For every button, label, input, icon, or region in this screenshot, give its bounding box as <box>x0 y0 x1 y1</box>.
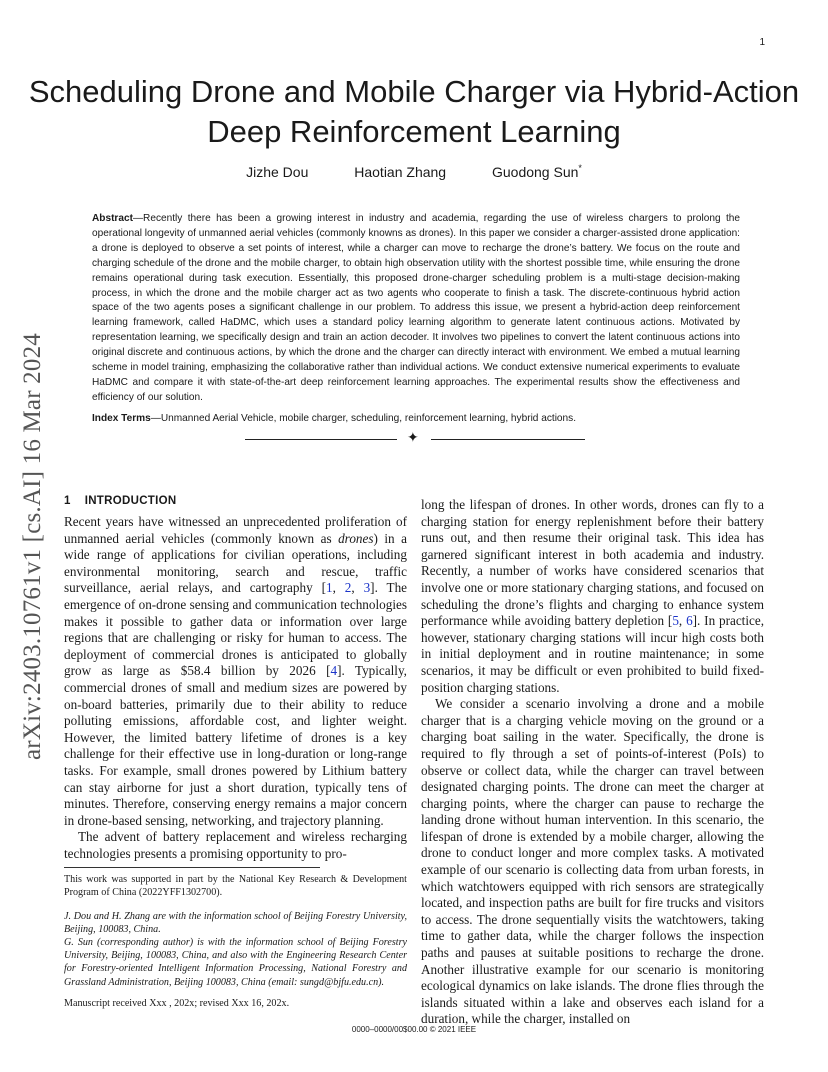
column-left <box>64 514 407 862</box>
paragraph: The advent of battery replacement and wireless recharging technologies presents a promising opportunity to pro- <box>64 829 407 861</box>
citation-link[interactable]: 6 <box>686 613 693 629</box>
section-separator <box>245 432 585 446</box>
citation-link[interactable]: 4 <box>330 663 338 679</box>
footnote-affiliation: G. Sun (corresponding author) is with the information school of Beijing Forestry University, Beijing, 100083, China, and also with the Engineering Research Center for Forestry-oriented Intelligent Information Processing, National Forestry and Grassland Administration, Beijing 100083, China (email: sungd@bjfu.edu.cn). <box>64 937 407 988</box>
corresponding-mark: * <box>578 163 582 173</box>
abstract-label: Abstract <box>92 213 133 224</box>
column-right <box>421 497 764 1028</box>
paper-title: Scheduling Drone and Mobile Charger via Hybrid-Action Deep Reinforcement Learning <box>28 74 800 149</box>
abstract-text: —Recently there has been a growing interest in industry and academia, regarding the use of wireless chargers to prolong the operational longevity of unmanned aerial vehicles (commonly knowns as drones). In this paper we consider a charger-assisted drone application: a drone is deployed to observe a set points of interest, while a charger can move to recharge the drone’s battery. We focus on the route and charging schedule of the drone and the mobile charger, to obtain high observation utility with the shortest possible time, while ensuring the drone remains operational during task execution. Essentially, this proposed drone-charger scheduling problem is a multi-stage decision-making process, in which the drone and the mobile charger act as two agents who cooperate to finish a task. The discrete-continuous hybrid action space of the two agents poses a significant challenge in our problem. To address this issue, we present a hybrid-action deep reinforcement learning framework, called HaDMC, which uses a standard policy learning algorithm to generate latent continuous actions. Motivated by representation learning, we specifically design and train an action decoder. It involves two pipelines to convert the latent continuous actions into original discrete and continuous actions, by which the drone and the charger can directly interact with environment. We embed a mutual learning scheme in model training, emphasizing the collaborative rather than individual actions. We conduct extensive numerical experiments to evaluate HaDMC and compare it with state-of-the-art deep reinforcement learning approaches. The experimental results show the effectiveness and efficiency of our solution. <box>92 213 740 403</box>
separator-line <box>431 439 585 440</box>
section-title: INTRODUCTION <box>84 495 177 507</box>
author: Guodong Sun* <box>491 163 582 180</box>
paragraph: We consider a scenario involving a drone and a mobile charger that is a charging vehicle moving on the ground or a charging boat sailing in the water. Specifically, the drone is required to fly through a set of points-of-interest (PoIs) to observe or collect data, while the charger can travel between designated charging points. The drone can meet the charger at charging points, where the charger can pause to recharge the landing drone without human intervention. In this scenario, the lifespan of drone is extended by a mobile charger, allowing the drone to conduct longer and more complex tasks. A motivated example of our scenario is collecting data from urban forests, in which watchtowers equipped with rich sensors are strategically located, and inspection paths are built for fire trucks and visitors to access. The drone sequentially visits the watchtowers, taking time to gather data, while the charger follows the inspection paths and pauses at suitable positions to recharge the drone. Another illustrative example for our scenario is monitoring ecological dynamics on lake islands. The drone flies through the islands situated within a lake and observes each island for a duration, while the charger, installed on <box>421 696 764 1027</box>
author: Jizhe Dou <box>246 163 309 180</box>
author-list <box>0 163 828 180</box>
separator-diamond-icon: ✦ <box>407 431 419 446</box>
author: Haotian Zhang <box>354 163 447 180</box>
copyright-footer: 0000–0000/00$00.00 © 2021 IEEE <box>351 1025 477 1034</box>
citation-link[interactable]: 2 <box>344 580 352 596</box>
index-terms <box>92 412 740 426</box>
paragraph: Recent years have witnessed an unprecedented proliferation of unmanned aerial vehicles (commonly known as drones) in a wide range of applications for civilian operations, including environmental monitoring, search and rescue, traffic surveillance, aerial relays, and cartography [1, 2, 3]. The emergence of on-drone sensing and communication technologies makes it possible to gather data or information over large regions that are challenging or risky for human to access. The deployment of commercial drones is anticipated to globally grow as large as $58.4 billion by 2026 [4]. Typically, commercial drones of small and medium sizes are powered by on-board batteries, primarily due to their ability to reduce polluting emissions, affordable cost, and lighter weight. However, the limited battery lifetime of drones is a key challenge for their effective use in long-duration or long-range tasks. For example, small drones powered by Lithium battery can stay airborne for just a short duration, typically tens of minutes. Therefore, conserving energy remains a major concern in drone-based sensing, networking, and trajectory planning. <box>64 514 408 828</box>
footnote-manuscript: Manuscript received Xxx , 202x; revised Xxx 16, 202x. <box>64 998 290 1009</box>
section-number: 1 <box>64 495 71 507</box>
citation-link[interactable]: 3 <box>363 580 371 596</box>
footnote-funding: This work was supported in part by the National Key Research & Development Program of China (2022YFF1302700). <box>64 874 407 899</box>
arxiv-stamp[interactable]: arXiv:2403.10761v1 [cs.AI] 16 Mar 2024 <box>19 333 46 760</box>
separator-line <box>245 439 397 440</box>
index-terms-text: —Unmanned Aerial Vehicle, mobile charger, scheduling, reinforcement learning, hybrid actions. <box>150 413 577 424</box>
abstract <box>92 212 740 406</box>
index-terms-label: Index Terms <box>92 413 151 424</box>
page-number: 1 <box>759 37 765 48</box>
paragraph: long the lifespan of drones. In other words, drones can fly to a charging station for energy replenishment before their battery runs out, and then resume their original task. This idea has garnered significant interest in both academia and industry. Recently, a number of works have considered scenarios that involve one or more stationary charging stations, and focused on scheduling the drone’s flights and charging to enhance system performance while avoiding battery depletion [5, 6]. In practice, however, stationary charging stations will incur high costs both in initial deployment and in routine maintenance; in some scenarios, it may be difficult or even prohibited to build fixed-position charging stations. <box>421 497 765 695</box>
citation-link[interactable]: 5 <box>672 613 679 629</box>
section-heading <box>64 495 176 507</box>
citation-link[interactable]: 1 <box>325 580 333 596</box>
footnote-affiliation: J. Dou and H. Zhang are with the information school of Beijing Forestry University, Beijing, 100083, China. <box>64 911 407 936</box>
footnote-rule <box>64 867 320 868</box>
